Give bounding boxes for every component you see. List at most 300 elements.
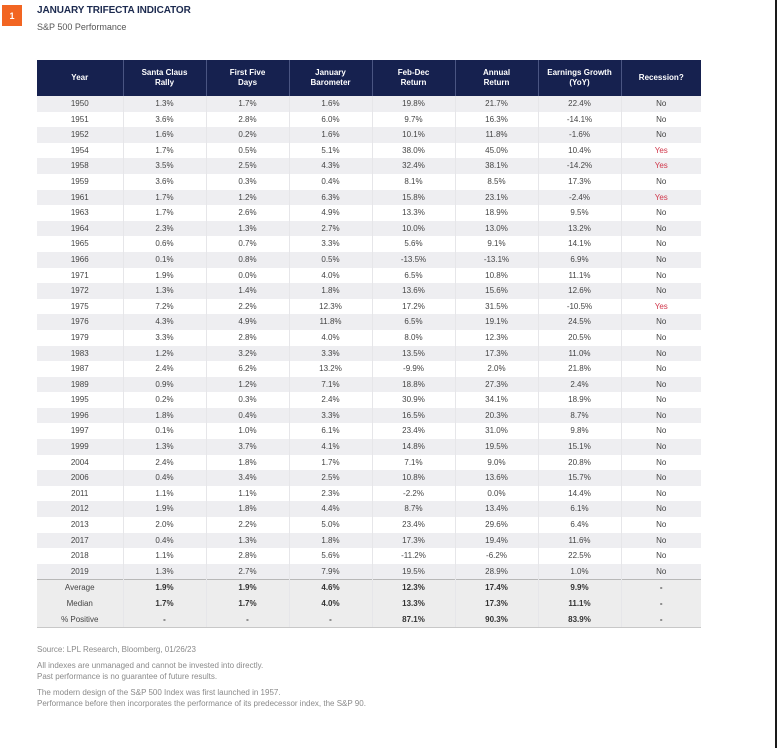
summary-value: 83.9% xyxy=(538,612,621,628)
value-cell: 6.2% xyxy=(206,361,289,377)
value-cell: 0.0% xyxy=(455,486,538,502)
value-cell: 2.4% xyxy=(289,392,372,408)
column-header xyxy=(37,60,123,96)
value-cell: 12.6% xyxy=(538,283,621,299)
recession-cell: No xyxy=(621,377,701,393)
recession-cell: No xyxy=(621,533,701,549)
value-cell: 38.1% xyxy=(455,158,538,174)
value-cell: 4.1% xyxy=(289,439,372,455)
year-cell: 2006 xyxy=(37,470,123,486)
summary-value: 13.3% xyxy=(372,596,455,612)
value-cell: 4.0% xyxy=(289,268,372,284)
value-cell: 10.1% xyxy=(372,127,455,143)
recession-cell: No xyxy=(621,112,701,128)
value-cell: 6.5% xyxy=(372,314,455,330)
year-cell: 2012 xyxy=(37,501,123,517)
value-cell: 0.4% xyxy=(206,408,289,424)
recession-cell: No xyxy=(621,283,701,299)
column-header-text: Annual xyxy=(482,68,511,77)
table-row xyxy=(37,158,701,174)
value-cell: 24.5% xyxy=(538,314,621,330)
value-cell: 8.0% xyxy=(372,330,455,346)
value-cell: 21.7% xyxy=(455,96,538,112)
table-header-row xyxy=(37,60,701,96)
value-cell: 22.5% xyxy=(538,548,621,564)
value-cell: -14.2% xyxy=(538,158,621,174)
value-cell: 9.5% xyxy=(538,205,621,221)
column-header-text: Return xyxy=(400,78,427,87)
value-cell: 1.7% xyxy=(123,190,206,206)
value-cell: 12.3% xyxy=(289,299,372,315)
table-row xyxy=(37,96,701,112)
year-cell: 1954 xyxy=(37,143,123,159)
value-cell: 19.5% xyxy=(372,564,455,580)
table-row xyxy=(37,127,701,143)
value-cell: 32.4% xyxy=(372,158,455,174)
summary-value: 87.1% xyxy=(372,612,455,628)
value-cell: 2.4% xyxy=(538,377,621,393)
value-cell: 1.6% xyxy=(289,127,372,143)
year-cell: 1950 xyxy=(37,96,123,112)
summary-row xyxy=(37,580,701,596)
value-cell: 17.3% xyxy=(455,346,538,362)
value-cell: 7.1% xyxy=(372,455,455,471)
value-cell: 7.1% xyxy=(289,377,372,393)
history-note xyxy=(37,687,366,709)
value-cell: -2.4% xyxy=(538,190,621,206)
year-cell: 1972 xyxy=(37,283,123,299)
disclaimer-note xyxy=(37,660,366,682)
year-cell: 1966 xyxy=(37,252,123,268)
value-cell: 0.3% xyxy=(206,392,289,408)
recession-cell: No xyxy=(621,470,701,486)
recession-cell: No xyxy=(621,221,701,237)
value-cell: 4.0% xyxy=(289,330,372,346)
summary-value: - xyxy=(289,612,372,628)
value-cell: 7.2% xyxy=(123,299,206,315)
value-cell: 2.4% xyxy=(123,361,206,377)
table-row xyxy=(37,439,701,455)
year-cell: 1975 xyxy=(37,299,123,315)
value-cell: 1.2% xyxy=(123,346,206,362)
value-cell: 16.5% xyxy=(372,408,455,424)
chart-title: JANUARY TRIFECTA INDICATOR xyxy=(37,5,191,16)
recession-cell: Yes xyxy=(621,299,701,315)
year-cell: 1959 xyxy=(37,174,123,190)
recession-cell: No xyxy=(621,548,701,564)
value-cell: 15.7% xyxy=(538,470,621,486)
value-cell: 0.4% xyxy=(123,533,206,549)
source-note: Source: LPL Research, Bloomberg, 01/26/23 xyxy=(37,645,196,654)
column-header xyxy=(123,60,206,96)
value-cell: 2.7% xyxy=(206,564,289,580)
value-cell: 0.5% xyxy=(289,252,372,268)
value-cell: 0.2% xyxy=(123,392,206,408)
value-cell: 2.8% xyxy=(206,330,289,346)
column-header xyxy=(538,60,621,96)
value-cell: 1.2% xyxy=(206,190,289,206)
value-cell: 19.5% xyxy=(455,439,538,455)
column-header xyxy=(206,60,289,96)
value-cell: 2.2% xyxy=(206,299,289,315)
value-cell: 2.6% xyxy=(206,205,289,221)
value-cell: 5.6% xyxy=(372,236,455,252)
value-cell: 11.8% xyxy=(455,127,538,143)
value-cell: -1.6% xyxy=(538,127,621,143)
table-row xyxy=(37,564,701,580)
history-line-2: Performance before then incorporates the performance of its predecessor index, the S&P 90. xyxy=(37,699,366,708)
value-cell: 6.3% xyxy=(289,190,372,206)
value-cell: 2.4% xyxy=(123,455,206,471)
year-cell: 1958 xyxy=(37,158,123,174)
value-cell: 11.1% xyxy=(538,268,621,284)
year-cell: 2017 xyxy=(37,533,123,549)
summary-value: - xyxy=(621,580,701,596)
value-cell: 1.8% xyxy=(206,501,289,517)
value-cell: 14.1% xyxy=(538,236,621,252)
table-row xyxy=(37,236,701,252)
value-cell: 2.3% xyxy=(289,486,372,502)
year-cell: 2019 xyxy=(37,564,123,580)
summary-value: 90.3% xyxy=(455,612,538,628)
value-cell: -13.1% xyxy=(455,252,538,268)
value-cell: 20.3% xyxy=(455,408,538,424)
value-cell: 2.5% xyxy=(206,158,289,174)
summary-value: 1.7% xyxy=(123,596,206,612)
value-cell: 3.2% xyxy=(206,346,289,362)
value-cell: 4.4% xyxy=(289,501,372,517)
value-cell: -11.2% xyxy=(372,548,455,564)
value-cell: 17.3% xyxy=(372,533,455,549)
table-row xyxy=(37,408,701,424)
value-cell: 19.4% xyxy=(455,533,538,549)
value-cell: 1.1% xyxy=(206,486,289,502)
table-row xyxy=(37,205,701,221)
value-cell: 13.4% xyxy=(455,501,538,517)
value-cell: 23.4% xyxy=(372,517,455,533)
value-cell: 6.4% xyxy=(538,517,621,533)
value-cell: 0.3% xyxy=(206,174,289,190)
table-row xyxy=(37,314,701,330)
table-row xyxy=(37,268,701,284)
value-cell: 21.8% xyxy=(538,361,621,377)
summary-value: 1.9% xyxy=(123,580,206,596)
table-row xyxy=(37,330,701,346)
recession-cell: No xyxy=(621,361,701,377)
value-cell: 2.7% xyxy=(289,221,372,237)
year-cell: 1983 xyxy=(37,346,123,362)
value-cell: 1.8% xyxy=(206,455,289,471)
recession-cell: No xyxy=(621,205,701,221)
value-cell: 1.4% xyxy=(206,283,289,299)
summary-value: 11.1% xyxy=(538,596,621,612)
value-cell: 12.3% xyxy=(455,330,538,346)
recession-cell: Yes xyxy=(621,143,701,159)
recession-cell: No xyxy=(621,501,701,517)
table-row xyxy=(37,283,701,299)
value-cell: 2.5% xyxy=(289,470,372,486)
value-cell: -13.5% xyxy=(372,252,455,268)
value-cell: 10.8% xyxy=(455,268,538,284)
value-cell: 2.2% xyxy=(206,517,289,533)
value-cell: 15.8% xyxy=(372,190,455,206)
table-row xyxy=(37,517,701,533)
year-cell: 1987 xyxy=(37,361,123,377)
value-cell: 3.3% xyxy=(289,236,372,252)
value-cell: 6.1% xyxy=(289,423,372,439)
value-cell: 0.0% xyxy=(206,268,289,284)
summary-label: % Positive xyxy=(37,612,123,628)
value-cell: 0.4% xyxy=(289,174,372,190)
chart-subtitle: S&P 500 Performance xyxy=(37,22,127,32)
summary-value: 12.3% xyxy=(372,580,455,596)
value-cell: 8.7% xyxy=(372,501,455,517)
recession-cell: No xyxy=(621,439,701,455)
column-header-text: Return xyxy=(483,78,510,87)
value-cell: 6.1% xyxy=(538,501,621,517)
value-cell: 1.8% xyxy=(289,533,372,549)
value-cell: 1.2% xyxy=(206,377,289,393)
value-cell: 14.8% xyxy=(372,439,455,455)
summary-value: 9.9% xyxy=(538,580,621,596)
column-header xyxy=(621,60,701,96)
year-cell: 1979 xyxy=(37,330,123,346)
value-cell: 0.1% xyxy=(123,423,206,439)
value-cell: 8.7% xyxy=(538,408,621,424)
value-cell: 1.8% xyxy=(289,283,372,299)
table-row xyxy=(37,190,701,206)
value-cell: 31.0% xyxy=(455,423,538,439)
value-cell: 1.7% xyxy=(206,96,289,112)
table-body xyxy=(37,96,701,628)
value-cell: 3.3% xyxy=(123,330,206,346)
value-cell: 1.3% xyxy=(123,439,206,455)
year-cell: 1951 xyxy=(37,112,123,128)
value-cell: 29.6% xyxy=(455,517,538,533)
recession-cell: No xyxy=(621,517,701,533)
table-row xyxy=(37,455,701,471)
value-cell: 6.0% xyxy=(289,112,372,128)
table-row xyxy=(37,501,701,517)
value-cell: 0.1% xyxy=(123,252,206,268)
value-cell: 3.6% xyxy=(123,174,206,190)
value-cell: 1.7% xyxy=(123,205,206,221)
value-cell: 9.8% xyxy=(538,423,621,439)
column-header-text: January xyxy=(315,68,346,77)
disclaimer-line-1: All indexes are unmanaged and cannot be invested into directly. xyxy=(37,661,264,670)
recession-cell: No xyxy=(621,252,701,268)
summary-value: - xyxy=(206,612,289,628)
value-cell: 0.8% xyxy=(206,252,289,268)
value-cell: 10.4% xyxy=(538,143,621,159)
column-header xyxy=(455,60,538,96)
value-cell: 1.9% xyxy=(123,268,206,284)
value-cell: 13.5% xyxy=(372,346,455,362)
value-cell: 7.9% xyxy=(289,564,372,580)
year-cell: 1995 xyxy=(37,392,123,408)
value-cell: 4.3% xyxy=(289,158,372,174)
year-cell: 1964 xyxy=(37,221,123,237)
recession-cell: Yes xyxy=(621,158,701,174)
column-header-text: Earnings Growth xyxy=(547,68,612,77)
value-cell: 17.2% xyxy=(372,299,455,315)
value-cell: 13.2% xyxy=(289,361,372,377)
value-cell: 28.9% xyxy=(455,564,538,580)
value-cell: 6.5% xyxy=(372,268,455,284)
year-cell: 1965 xyxy=(37,236,123,252)
value-cell: 19.1% xyxy=(455,314,538,330)
value-cell: 5.6% xyxy=(289,548,372,564)
value-cell: 1.3% xyxy=(123,564,206,580)
recession-cell: Yes xyxy=(621,190,701,206)
summary-label: Average xyxy=(37,580,123,596)
value-cell: 17.3% xyxy=(538,174,621,190)
value-cell: 8.1% xyxy=(372,174,455,190)
year-cell: 1999 xyxy=(37,439,123,455)
value-cell: 10.0% xyxy=(372,221,455,237)
value-cell: 3.3% xyxy=(289,346,372,362)
value-cell: 30.9% xyxy=(372,392,455,408)
value-cell: -14.1% xyxy=(538,112,621,128)
table-row xyxy=(37,392,701,408)
figure-number-badge: 1 xyxy=(2,5,22,26)
recession-cell: No xyxy=(621,408,701,424)
summary-value: - xyxy=(621,596,701,612)
recession-cell: No xyxy=(621,314,701,330)
value-cell: 0.9% xyxy=(123,377,206,393)
value-cell: 38.0% xyxy=(372,143,455,159)
value-cell: 1.6% xyxy=(289,96,372,112)
year-cell: 1971 xyxy=(37,268,123,284)
value-cell: 31.5% xyxy=(455,299,538,315)
value-cell: 0.5% xyxy=(206,143,289,159)
recession-cell: No xyxy=(621,127,701,143)
value-cell: 18.8% xyxy=(372,377,455,393)
value-cell: 13.6% xyxy=(372,283,455,299)
column-header-text: Year xyxy=(71,73,89,82)
table-row xyxy=(37,174,701,190)
value-cell: -2.2% xyxy=(372,486,455,502)
value-cell: 1.1% xyxy=(123,486,206,502)
value-cell: 3.4% xyxy=(206,470,289,486)
value-cell: 34.1% xyxy=(455,392,538,408)
value-cell: 4.3% xyxy=(123,314,206,330)
value-cell: -6.2% xyxy=(455,548,538,564)
table-row xyxy=(37,252,701,268)
year-cell: 1997 xyxy=(37,423,123,439)
value-cell: 1.3% xyxy=(206,221,289,237)
value-cell: 1.1% xyxy=(123,548,206,564)
column-header-text: Rally xyxy=(154,78,175,87)
summary-value: 4.6% xyxy=(289,580,372,596)
column-header-text: Feb-Dec xyxy=(397,68,430,77)
value-cell: 1.3% xyxy=(123,283,206,299)
recession-cell: No xyxy=(621,423,701,439)
column-header-text: Santa Claus xyxy=(141,68,188,77)
value-cell: 18.9% xyxy=(455,205,538,221)
value-cell: 4.9% xyxy=(206,314,289,330)
value-cell: 8.5% xyxy=(455,174,538,190)
year-cell: 1989 xyxy=(37,377,123,393)
recession-cell: No xyxy=(621,486,701,502)
recession-cell: No xyxy=(621,564,701,580)
summary-row xyxy=(37,596,701,612)
year-cell: 1996 xyxy=(37,408,123,424)
table-row xyxy=(37,299,701,315)
value-cell: 23.1% xyxy=(455,190,538,206)
column-header-text: (YoY) xyxy=(569,78,590,87)
value-cell: 13.6% xyxy=(455,470,538,486)
value-cell: 1.0% xyxy=(206,423,289,439)
value-cell: 1.3% xyxy=(206,533,289,549)
value-cell: 1.3% xyxy=(123,96,206,112)
value-cell: 10.8% xyxy=(372,470,455,486)
summary-value: 1.7% xyxy=(206,596,289,612)
value-cell: 45.0% xyxy=(455,143,538,159)
value-cell: 2.0% xyxy=(123,517,206,533)
recession-cell: No xyxy=(621,455,701,471)
value-cell: 13.2% xyxy=(538,221,621,237)
value-cell: 16.3% xyxy=(455,112,538,128)
summary-value: 17.3% xyxy=(455,596,538,612)
table-row xyxy=(37,533,701,549)
value-cell: 9.0% xyxy=(455,455,538,471)
value-cell: 1.7% xyxy=(289,455,372,471)
summary-label: Median xyxy=(37,596,123,612)
year-cell: 2018 xyxy=(37,548,123,564)
value-cell: 19.8% xyxy=(372,96,455,112)
value-cell: 15.1% xyxy=(538,439,621,455)
year-cell: 2004 xyxy=(37,455,123,471)
recession-cell: No xyxy=(621,96,701,112)
value-cell: 20.8% xyxy=(538,455,621,471)
table-row xyxy=(37,346,701,362)
value-cell: 2.8% xyxy=(206,548,289,564)
summary-value: 4.0% xyxy=(289,596,372,612)
footnotes xyxy=(37,644,366,714)
disclaimer-line-2: Past performance is no guarantee of future results. xyxy=(37,672,218,681)
value-cell: -9.9% xyxy=(372,361,455,377)
year-cell: 1963 xyxy=(37,205,123,221)
year-cell: 1952 xyxy=(37,127,123,143)
value-cell: 0.7% xyxy=(206,236,289,252)
value-cell: 2.0% xyxy=(455,361,538,377)
table-row xyxy=(37,377,701,393)
recession-cell: No xyxy=(621,330,701,346)
value-cell: 9.7% xyxy=(372,112,455,128)
value-cell: 27.3% xyxy=(455,377,538,393)
history-line-1: The modern design of the S&P 500 Index was first launched in 1957. xyxy=(37,688,281,697)
value-cell: 1.0% xyxy=(538,564,621,580)
value-cell: 9.1% xyxy=(455,236,538,252)
value-cell: 11.8% xyxy=(289,314,372,330)
recession-cell: No xyxy=(621,174,701,190)
value-cell: 6.9% xyxy=(538,252,621,268)
value-cell: 11.0% xyxy=(538,346,621,362)
recession-cell: No xyxy=(621,346,701,362)
value-cell: 13.0% xyxy=(455,221,538,237)
column-header xyxy=(372,60,455,96)
column-header-text: First Five xyxy=(229,68,266,77)
value-cell: 1.7% xyxy=(123,143,206,159)
value-cell: 0.6% xyxy=(123,236,206,252)
value-cell: 3.6% xyxy=(123,112,206,128)
table-row xyxy=(37,486,701,502)
trifecta-table xyxy=(37,60,701,628)
value-cell: 1.9% xyxy=(123,501,206,517)
recession-cell: No xyxy=(621,392,701,408)
recession-cell: No xyxy=(621,236,701,252)
